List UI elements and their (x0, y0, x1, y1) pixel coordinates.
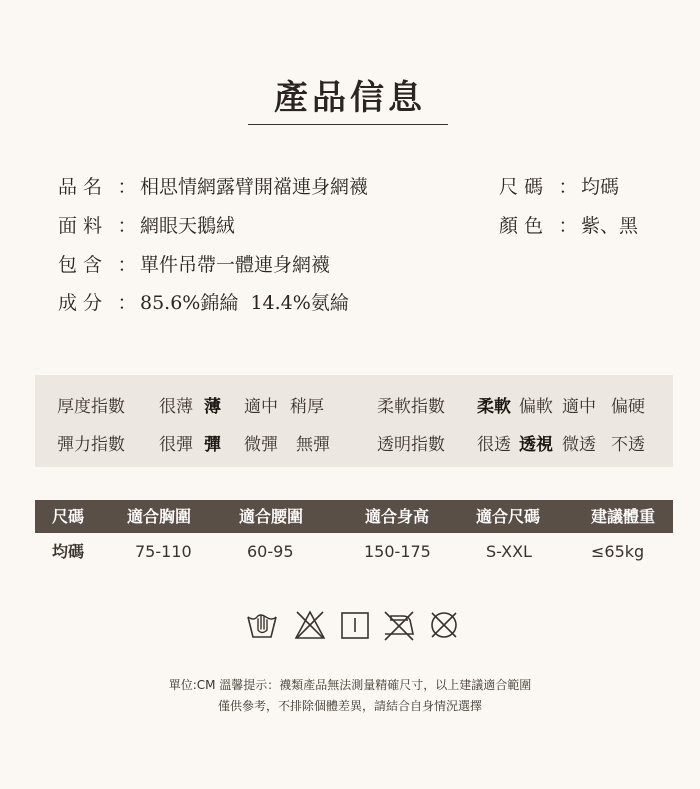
index-option-selected: 薄 (204, 397, 221, 417)
index-option-selected: 柔軟 (477, 397, 511, 417)
info-composition (58, 288, 349, 315)
size-table-header (35, 500, 673, 533)
colon: ： (117, 215, 137, 237)
index-option: 無彈 (296, 435, 330, 455)
table-cell: 60-95 (247, 542, 294, 561)
info-color-value: 紫、黑 (581, 215, 639, 237)
table-cell: ≤65kg (591, 542, 645, 561)
table-cell: S-XXL (486, 542, 532, 561)
index-option: 很薄 (159, 397, 193, 417)
info-name-value: 相思情網露臂開襠連身網襪 (140, 176, 369, 198)
colon: ： (117, 176, 137, 198)
index-option: 很透 (477, 435, 511, 455)
info-composition-value: 85.6%錦綸 14.4%氨綸 (140, 292, 349, 314)
thickness-label: 厚度指數 (57, 397, 125, 417)
table-cell: 均碼 (52, 542, 85, 561)
index-option: 稍厚 (290, 397, 324, 417)
index-panel (35, 375, 673, 467)
transparency-label: 透明指數 (377, 435, 445, 455)
index-option: 偏硬 (611, 397, 645, 417)
table-cell: 150-175 (364, 542, 431, 561)
info-color-label: 顏色 (499, 215, 550, 237)
index-option: 很彈 (159, 435, 193, 455)
info-size-value: 均碼 (581, 176, 620, 198)
info-material-label: 面料 (58, 215, 109, 237)
no-iron-icon (381, 608, 417, 642)
colon: ： (558, 176, 578, 198)
column-header: 建議體重 (591, 507, 656, 526)
info-material (58, 211, 235, 238)
column-header: 適合胸圍 (127, 507, 192, 526)
hang-dry-icon (339, 608, 371, 642)
info-name-label: 品名 (58, 176, 109, 198)
no-bleach-icon (293, 608, 327, 642)
info-size (499, 172, 619, 199)
info-name (58, 172, 368, 199)
index-option: 適中 (562, 397, 596, 417)
table-row (35, 535, 673, 568)
index-option-selected: 透視 (519, 435, 553, 455)
title-underline (248, 124, 448, 125)
hand-wash-icon (245, 608, 279, 642)
column-header: 適合身高 (365, 507, 430, 526)
note-line-2: 僅供參考，不排除個體差異，請結合自身情況選擇 (217, 699, 482, 713)
info-size-label: 尺碼 (499, 176, 550, 198)
info-color (499, 211, 638, 238)
index-option: 微彈 (244, 435, 278, 455)
info-includes-label: 包含 (58, 254, 109, 276)
info-includes (58, 250, 330, 277)
index-option: 偏軟 (519, 397, 553, 417)
index-option-selected: 彈 (204, 435, 221, 455)
colon: ： (117, 254, 137, 276)
info-composition-label: 成分 (58, 292, 109, 314)
index-option: 不透 (611, 435, 645, 455)
table-cell: 75-110 (135, 542, 192, 561)
info-includes-value: 單件吊帶一體連身網襪 (140, 254, 331, 276)
column-header: 尺碼 (52, 507, 85, 526)
info-material-value: 網眼天鵝絨 (140, 215, 236, 237)
note-line-1: 單位:CM 溫馨提示：襪類產品無法測量精確尺寸，以上建議適合範圍 (168, 678, 532, 692)
colon: ： (558, 215, 578, 237)
column-header: 適合尺碼 (476, 507, 541, 526)
column-header: 適合腰圍 (239, 507, 304, 526)
index-option: 適中 (244, 397, 278, 417)
elasticity-label: 彈力指數 (57, 435, 125, 455)
page-title: 產品信息 (274, 78, 426, 118)
softness-label: 柔軟指數 (377, 397, 445, 417)
colon: ： (117, 292, 137, 314)
index-option: 微透 (562, 435, 596, 455)
no-dry-clean-icon (427, 608, 461, 642)
